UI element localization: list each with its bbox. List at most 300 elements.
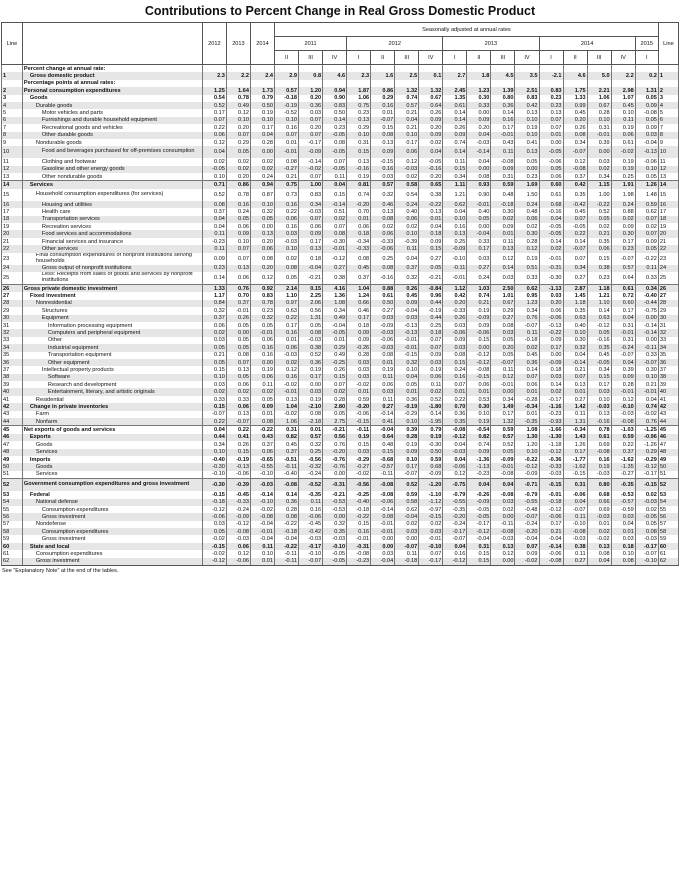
row-label: Computers and peripheral equipment xyxy=(22,329,202,336)
value-cell: 0.07 xyxy=(563,374,587,381)
value-cell: 0.13 xyxy=(491,543,515,550)
value-cell: 0.26 xyxy=(323,366,347,373)
table-row xyxy=(2,80,679,87)
value-cell xyxy=(587,80,611,87)
value-cell: 0.34 xyxy=(299,201,323,208)
line-number: 41 xyxy=(658,396,678,403)
value-cell: 0.28 xyxy=(611,381,635,388)
value-cell: -0.06 xyxy=(371,499,395,506)
value-cell: -0.01 xyxy=(491,463,515,470)
value-cell: 0.08 xyxy=(274,265,298,272)
value-cell: 2.5 xyxy=(395,72,419,79)
value-cell: -0.11 xyxy=(274,550,298,557)
value-cell: 0.23 xyxy=(250,307,274,314)
value-cell: -0.29 xyxy=(347,456,371,463)
line-number: 1 xyxy=(2,72,23,79)
value-cell: 0.27 xyxy=(371,307,395,314)
value-cell: -0.20 xyxy=(347,201,371,208)
value-cell: 0.64 xyxy=(371,434,395,441)
value-cell: 0.18 xyxy=(419,329,443,336)
value-cell: 0.30 xyxy=(635,366,658,373)
value-cell: 0.04 xyxy=(395,253,419,265)
value-cell: 0.10 xyxy=(395,366,419,373)
value-cell: 2.4 xyxy=(250,72,274,79)
value-cell: -0.19 xyxy=(274,102,298,109)
value-cell xyxy=(515,80,539,87)
value-cell: 0.17 xyxy=(274,322,298,329)
value-cell: 0.03 xyxy=(299,109,323,116)
value-cell: 0.02 xyxy=(395,223,419,230)
value-cell: 0.06 xyxy=(395,216,419,223)
value-cell: 0.01 xyxy=(250,411,274,418)
value-cell: 0.23 xyxy=(202,265,226,272)
value-cell: 0.46 xyxy=(347,307,371,314)
value-cell: 0.37 xyxy=(226,300,250,307)
value-cell: -0.08 xyxy=(539,558,563,566)
line-number: 34 xyxy=(2,344,23,351)
value-cell xyxy=(202,65,226,73)
value-cell: 0.03 xyxy=(587,388,611,395)
row-label: Percent change at annual rate: xyxy=(22,65,202,73)
value-cell: 0.10 xyxy=(515,132,539,139)
quarter-header: III xyxy=(491,51,515,65)
value-cell: 0.38 xyxy=(419,189,443,201)
value-cell: 0.02 xyxy=(371,223,395,230)
line-number: 9 xyxy=(2,139,23,146)
value-cell: -0.32 xyxy=(299,463,323,470)
value-cell: 0.15 xyxy=(202,366,226,373)
value-cell: 1.08 xyxy=(323,300,347,307)
value-cell: -0.05 xyxy=(539,223,563,230)
value-cell: 0.31 xyxy=(467,543,491,550)
value-cell: 0.02 xyxy=(419,388,443,395)
value-cell: 0.50 xyxy=(250,102,274,109)
value-cell: 1.11 xyxy=(443,181,467,189)
value-cell: 0.37 xyxy=(202,315,226,322)
line-number: 43 xyxy=(658,411,678,418)
value-cell: 0.06 xyxy=(226,381,250,388)
value-cell: 0.11 xyxy=(202,245,226,252)
value-cell: -0.08 xyxy=(250,513,274,520)
value-cell: 0.12 xyxy=(274,366,298,373)
quarter-header: III xyxy=(299,51,323,65)
value-cell: 0.35 xyxy=(563,307,587,314)
value-cell: -1.36 xyxy=(467,456,491,463)
value-cell: -0.09 xyxy=(226,513,250,520)
value-cell: 0.16 xyxy=(274,223,298,230)
row-label: Household consumption expenditures (for services) xyxy=(22,189,202,201)
value-cell: -2.10 xyxy=(299,403,323,410)
value-cell: -0.11 xyxy=(371,471,395,479)
value-cell: 0.07 xyxy=(539,117,563,124)
line-number: 60 xyxy=(2,543,23,550)
value-cell: -0.05 xyxy=(467,513,491,520)
value-cell: -0.09 xyxy=(371,322,395,329)
row-label: Recreation services xyxy=(22,223,202,230)
value-cell: -0.03 xyxy=(299,535,323,542)
value-cell: 0.09 xyxy=(347,337,371,344)
value-cell: -0.12 xyxy=(587,322,611,329)
table-title: Contributions to Percent Change in Real Gross Domestic Product xyxy=(144,4,536,18)
value-cell: 0.23 xyxy=(323,124,347,131)
value-cell: -0.01 xyxy=(539,253,563,265)
value-cell: 0.93 xyxy=(467,181,491,189)
quarter-header: I xyxy=(635,51,658,65)
table-row xyxy=(2,102,679,109)
value-cell: 0.63 xyxy=(563,315,587,322)
value-cell: 0.07 xyxy=(226,359,250,366)
value-cell xyxy=(611,80,635,87)
value-cell: -0.02 xyxy=(515,558,539,566)
value-cell: -0.08 xyxy=(371,491,395,498)
value-cell: -1.35 xyxy=(611,463,635,470)
value-cell: 0.25 xyxy=(371,253,395,265)
value-cell: -1.03 xyxy=(611,426,635,434)
value-cell: -0.05 xyxy=(323,132,347,139)
value-cell: 0.06 xyxy=(226,223,250,230)
value-cell: -0.53 xyxy=(323,506,347,513)
row-label: Motor vehicles and parts xyxy=(22,109,202,116)
value-cell: 0.44 xyxy=(419,315,443,322)
value-cell: -0.04 xyxy=(250,521,274,528)
value-cell: 0.57 xyxy=(299,434,323,441)
value-cell: 0.04 xyxy=(491,479,515,492)
value-cell: 0.34 xyxy=(323,307,347,314)
value-cell: 0.01 xyxy=(371,359,395,366)
value-cell: 0.14 xyxy=(323,117,347,124)
row-label: Government consumption expenditures and gross investment xyxy=(22,479,202,492)
table-row xyxy=(2,189,679,201)
value-cell: 0.02 xyxy=(395,173,419,181)
value-cell: 0.10 xyxy=(274,117,298,124)
value-cell xyxy=(563,65,587,73)
value-cell: 0.58 xyxy=(395,499,419,506)
table-row xyxy=(2,506,679,513)
value-cell: -0.08 xyxy=(226,528,250,535)
value-cell: 0.31 xyxy=(274,426,298,434)
value-cell: 0.31 xyxy=(491,173,515,181)
value-cell: -0.09 xyxy=(419,471,443,479)
value-cell: 0.02 xyxy=(274,359,298,366)
value-cell: 0.16 xyxy=(226,201,250,208)
value-cell: 0.36 xyxy=(299,359,323,366)
value-cell: -0.08 xyxy=(563,166,587,173)
value-cell: 0.59 xyxy=(635,201,658,208)
quarter-year-header: 2013 xyxy=(443,37,539,51)
value-cell: -0.20 xyxy=(443,513,467,520)
value-cell: -0.19 xyxy=(226,456,250,463)
value-cell: 0.62 xyxy=(395,506,419,513)
value-cell: 0.05 xyxy=(226,322,250,329)
value-cell: 0.83 xyxy=(539,87,563,94)
value-cell: 0.03 xyxy=(347,449,371,456)
value-cell: -0.02 xyxy=(347,471,371,479)
value-cell: 0.57 xyxy=(491,434,515,441)
line-number: 12 xyxy=(658,166,678,173)
value-cell: -0.14 xyxy=(563,359,587,366)
value-cell: 0.11 xyxy=(323,173,347,181)
value-cell: 0.07 xyxy=(299,216,323,223)
value-cell: -0.01 xyxy=(491,132,515,139)
value-cell: 0.01 xyxy=(587,521,611,528)
value-cell: 0.32 xyxy=(202,307,226,314)
value-cell: 0.11 xyxy=(443,158,467,165)
value-cell: -0.35 xyxy=(299,491,323,498)
value-cell: 0.10 xyxy=(515,449,539,456)
value-cell: 0.15 xyxy=(587,253,611,265)
value-cell: 0.13 xyxy=(587,543,611,550)
value-cell: 0.03 xyxy=(299,388,323,395)
value-cell: -0.33 xyxy=(371,238,395,245)
value-cell: 0.19 xyxy=(467,307,491,314)
value-cell: 0.32 xyxy=(323,521,347,528)
value-cell: 0.02 xyxy=(491,216,515,223)
value-cell: 0.17 xyxy=(202,109,226,116)
value-cell: -0.15 xyxy=(467,374,491,381)
line-number: 10 xyxy=(658,146,678,158)
value-cell: -0.10 xyxy=(250,471,274,479)
value-cell: 2.7 xyxy=(443,72,467,79)
value-cell: 1.48 xyxy=(635,189,658,201)
line-number: 14 xyxy=(658,181,678,189)
value-cell: 0.04 xyxy=(635,396,658,403)
value-cell: 0.39 xyxy=(587,139,611,146)
value-cell: -0.09 xyxy=(467,315,491,322)
value-cell: 0.03 xyxy=(467,253,491,265)
row-label: Transportation equipment xyxy=(22,352,202,359)
quarter-header: I xyxy=(539,51,563,65)
value-cell: -0.11 xyxy=(274,463,298,470)
quarter-year-header: 2012 xyxy=(347,37,443,51)
value-cell: 0.16 xyxy=(299,506,323,513)
value-cell: -0.05 xyxy=(323,329,347,336)
line-number: 39 xyxy=(658,381,678,388)
value-cell: 0.21 xyxy=(635,381,658,388)
value-cell: -0.08 xyxy=(467,366,491,373)
table-row xyxy=(2,352,679,359)
value-cell: 0.19 xyxy=(419,434,443,441)
line-number: 4 xyxy=(2,102,23,109)
line-number: 18 xyxy=(658,216,678,223)
table-row xyxy=(2,366,679,373)
value-cell: 0.31 xyxy=(347,139,371,146)
line-number: 6 xyxy=(2,117,23,124)
value-cell: 0.49 xyxy=(323,352,347,359)
value-cell: 0.35 xyxy=(587,238,611,245)
value-cell: 0.00 xyxy=(491,513,515,520)
value-cell: 0.11 xyxy=(395,245,419,252)
value-cell xyxy=(443,80,467,87)
value-cell: 0.28 xyxy=(323,396,347,403)
value-cell: 0.56 xyxy=(299,307,323,314)
value-cell: 0.19 xyxy=(347,173,371,181)
value-cell: -0.09 xyxy=(443,245,467,252)
line-number: 45 xyxy=(658,426,678,434)
value-cell xyxy=(299,80,323,87)
value-cell: 0.10 xyxy=(587,117,611,124)
table-row xyxy=(2,238,679,245)
value-cell: 0.06 xyxy=(515,381,539,388)
line-number: 61 xyxy=(658,550,678,557)
value-cell: -0.04 xyxy=(395,307,419,314)
value-cell: 0.11 xyxy=(395,550,419,557)
table-row xyxy=(2,528,679,535)
value-cell: 0.22 xyxy=(611,441,635,448)
value-cell: 0.67 xyxy=(419,95,443,102)
value-cell: 1.6 xyxy=(371,72,395,79)
row-label: Food services and accommodations xyxy=(22,230,202,237)
value-cell: 0.03 xyxy=(443,322,467,329)
value-cell: 0.13 xyxy=(371,208,395,215)
value-cell: -0.17 xyxy=(443,528,467,535)
value-cell: 0.01 xyxy=(274,139,298,146)
value-cell: 0.05 xyxy=(250,322,274,329)
row-label: State and local xyxy=(22,543,202,550)
line-number: 6 xyxy=(658,117,678,124)
line-number: 52 xyxy=(2,479,23,492)
row-label: Consumption expenditures xyxy=(22,550,202,557)
table-row xyxy=(2,411,679,418)
table-row xyxy=(2,245,679,252)
value-cell: -0.08 xyxy=(347,550,371,557)
row-label: Final consumption expenditures of nonprofit institutions serving households xyxy=(22,253,202,265)
value-cell: 0.22 xyxy=(274,315,298,322)
table-row xyxy=(2,513,679,520)
value-cell: 0.16 xyxy=(274,374,298,381)
value-cell: 1.20 xyxy=(299,87,323,94)
value-cell: 0.35 xyxy=(587,344,611,351)
value-cell: 0.09 xyxy=(491,223,515,230)
value-cell: 2.51 xyxy=(515,87,539,94)
value-cell: 0.26 xyxy=(443,315,467,322)
value-cell: 0.05 xyxy=(491,449,515,456)
value-cell: 0.01 xyxy=(274,337,298,344)
value-cell: -0.04 xyxy=(515,535,539,542)
table-row xyxy=(2,396,679,403)
row-label: Industrial equipment xyxy=(22,344,202,351)
value-cell: -1.62 xyxy=(563,463,587,470)
row-label: Transportation services xyxy=(22,216,202,223)
value-cell: -0.17 xyxy=(635,543,658,550)
row-label: Other nondurable goods xyxy=(22,173,202,181)
value-cell: -0.27 xyxy=(347,463,371,470)
value-cell: -0.07 xyxy=(563,506,587,513)
value-cell: -0.34 xyxy=(347,238,371,245)
value-cell: 0.05 xyxy=(226,344,250,351)
line-number: 7 xyxy=(2,124,23,131)
value-cell: 0.07 xyxy=(299,132,323,139)
value-cell: 0.28 xyxy=(274,506,298,513)
value-cell: 0.08 xyxy=(635,528,658,535)
value-cell: 0.74 xyxy=(467,441,491,448)
value-cell: 4.16 xyxy=(323,284,347,292)
line-number: 16 xyxy=(2,201,23,208)
value-cell: -0.07 xyxy=(299,558,323,566)
row-label: Residential xyxy=(22,396,202,403)
value-cell: 0.53 xyxy=(467,396,491,403)
value-cell: 0.13 xyxy=(563,381,587,388)
value-cell: 0.61 xyxy=(611,284,635,292)
value-cell: -0.34 xyxy=(515,403,539,410)
value-cell: -0.12 xyxy=(539,449,563,456)
value-cell: -0.14 xyxy=(323,201,347,208)
value-cell: -0.03 xyxy=(274,238,298,245)
line-number: 2 xyxy=(658,87,678,94)
line-number: 42 xyxy=(658,403,678,410)
value-cell: -0.15 xyxy=(419,513,443,520)
value-cell: 0.15 xyxy=(347,441,371,448)
line-number: 2 xyxy=(2,87,23,94)
quarter-year-header: 2015 xyxy=(635,37,658,51)
value-cell: -0.02 xyxy=(611,146,635,158)
value-cell: 0.00 xyxy=(635,337,658,344)
value-cell: -0.04 xyxy=(371,558,395,566)
value-cell: 0.29 xyxy=(347,124,371,131)
value-cell: 0.76 xyxy=(515,315,539,322)
table-row xyxy=(2,292,679,299)
value-cell: 1.04 xyxy=(347,284,371,292)
table-row xyxy=(2,388,679,395)
row-label: Less: Receipts from sales of goods and services by nonprofit institutions xyxy=(22,272,202,285)
value-cell: 0.04 xyxy=(250,132,274,139)
value-cell: 0.20 xyxy=(419,124,443,131)
value-cell: 0.83 xyxy=(250,292,274,299)
value-cell: -0.03 xyxy=(395,166,419,173)
value-cell: 0.81 xyxy=(347,181,371,189)
row-label: Gross output of nonprofit institutions xyxy=(22,265,202,272)
value-cell: 0.49 xyxy=(323,315,347,322)
line-number: 38 xyxy=(2,374,23,381)
value-cell: -0.25 xyxy=(347,491,371,498)
value-cell: 0.13 xyxy=(587,411,611,418)
line-number: 28 xyxy=(2,300,23,307)
value-cell: 1.45 xyxy=(563,292,587,299)
value-cell: 0.88 xyxy=(611,208,635,215)
value-cell: 2.3 xyxy=(347,72,371,79)
table-row xyxy=(2,146,679,158)
value-cell: 0.58 xyxy=(395,181,419,189)
value-cell: 0.34 xyxy=(587,366,611,373)
value-cell: 0.01 xyxy=(347,388,371,395)
value-cell: 1.69 xyxy=(515,181,539,189)
value-cell: 0.30 xyxy=(515,230,539,237)
value-cell: 0.74 xyxy=(443,139,467,146)
value-cell: -0.53 xyxy=(323,499,347,506)
value-cell: 0.19 xyxy=(515,124,539,131)
value-cell: -0.06 xyxy=(539,513,563,520)
line-number: 46 xyxy=(2,434,23,441)
value-cell: -0.03 xyxy=(635,499,658,506)
value-cell: 0.11 xyxy=(611,117,635,124)
value-cell: -0.30 xyxy=(202,479,226,492)
value-cell: -0.14 xyxy=(467,146,491,158)
row-label: Change in private inventories xyxy=(22,403,202,410)
value-cell: -0.04 xyxy=(250,535,274,542)
value-cell: 0.07 xyxy=(539,124,563,131)
value-cell: -0.23 xyxy=(347,558,371,566)
value-cell: 0.02 xyxy=(202,329,226,336)
value-cell: -0.31 xyxy=(539,265,563,272)
value-cell: -0.16 xyxy=(539,208,563,215)
value-cell: -0.01 xyxy=(419,535,443,542)
value-cell: 0.33 xyxy=(515,272,539,285)
value-cell xyxy=(347,80,371,87)
value-cell: 0.04 xyxy=(443,208,467,215)
value-cell: -0.01 xyxy=(539,491,563,498)
gdp-contributions-table xyxy=(1,22,679,566)
value-cell: 0.10 xyxy=(635,374,658,381)
value-cell: 1.15 xyxy=(587,181,611,189)
